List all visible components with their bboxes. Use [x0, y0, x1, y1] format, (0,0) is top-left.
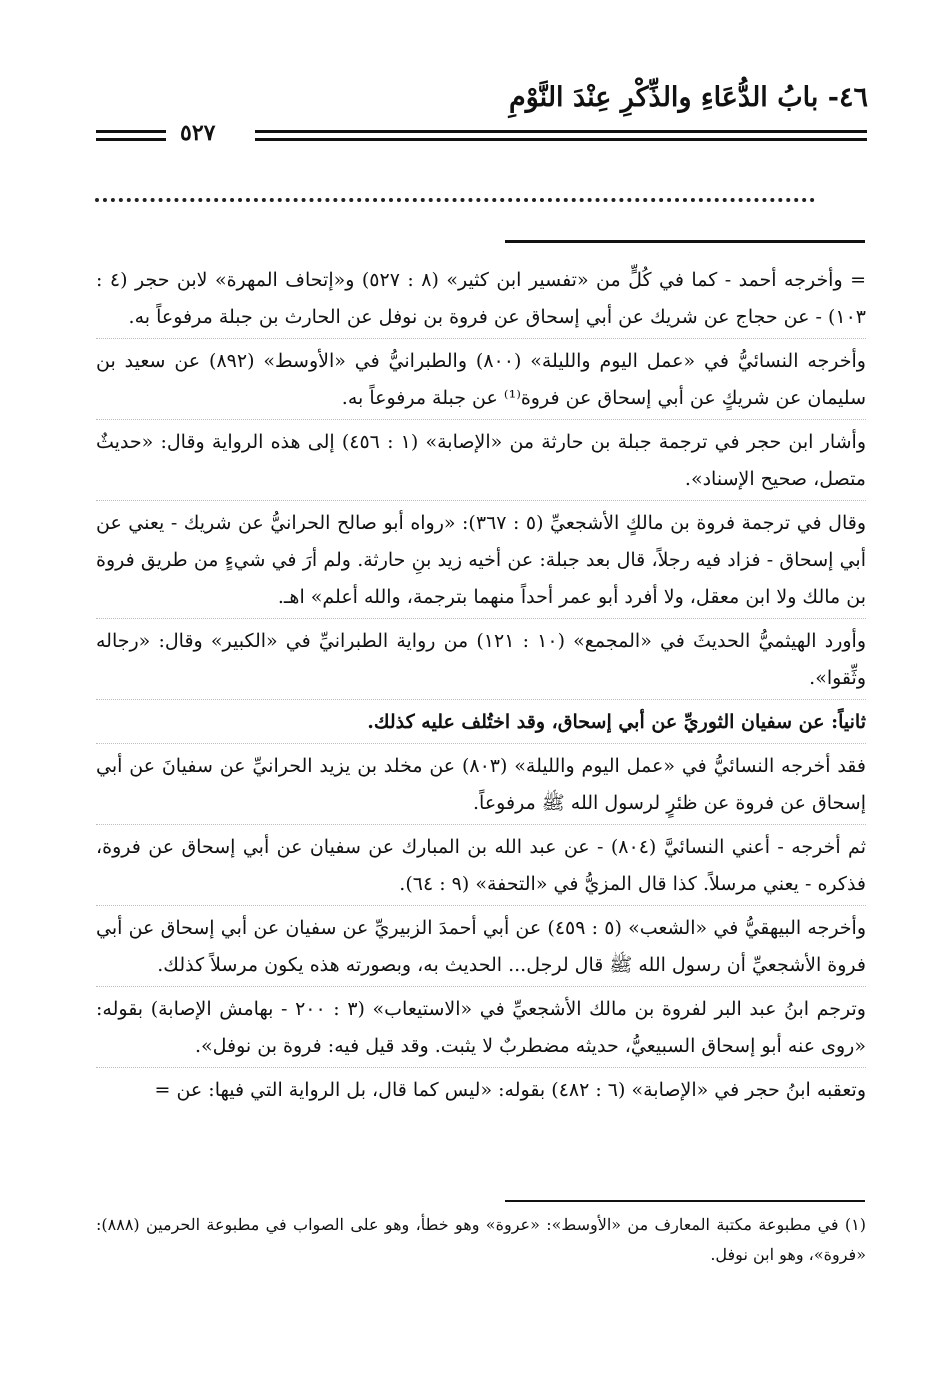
paragraph: وقال في ترجمة فروة بن مالكٍ الأشجعيِّ (٥ : ٣٦٧): «رواه أبو صالح الحرانيُّ عن شريك - يعني عن أبي إسحاق - فزاد فيه رجلاً، قال بعد جبلة: عن أخيه زيد بنِ حارثة. ولم أرَ في شيءٍ من طريق فروة بن مالك ولا ابن معقل، ولا أفرد أبو عمر أحداً منهما بترجمة، والله أعلم» اهـ.	[96, 505, 866, 619]
paragraph: وأورد الهيثميُّ الحديثَ في «المجمع» (١٠ : ١٢١) من رواية الطبرانيِّ في «الكبير» وقال: «رجاله وثِّقوا».	[96, 623, 866, 700]
page-number: ٥٢٧	[180, 120, 216, 146]
footnote-rule	[505, 1200, 865, 1202]
header-rule-right-top	[255, 130, 867, 133]
paragraph: وأخرجه البيهقيُّ في «الشعب» (٥ : ٤٥٩) عن أبي أحمدَ الزبيريِّ عن سفيان عن أبي إسحاق عن أبي فروة الأشجعيِّ أن رسول الله ﷺ قال لرجل... الحديث به، وبصورته هذه يكون مرسلاً كذلك.	[96, 910, 866, 987]
header-rule-left-bottom	[96, 138, 166, 141]
section-rule	[505, 240, 865, 243]
footnote: (١) في مطبوعة مكتبة المعارف من «الأوسط»: «عروة» وهو خطأ، وهو على الصواب في مطبوعة الحرمين (٨٨٨): «فروة»، وهو ابن نوفل.	[96, 1215, 866, 1264]
paragraph: وأخرجه النسائيُّ في «عمل اليوم والليلة» (٨٠٠) والطبرانيُّ في «الأوسط» (٨٩٢) عن سعيد بن سليمان عن شريكٍ عن أبي إسحاق عن فروة⁽¹⁾ عن جبلة مرفوعاً به.	[96, 343, 866, 420]
paragraph: وأشار ابن حجر في ترجمة جبلة بن حارثة من «الإصابة» (١ : ٤٥٦) إلى هذه الرواية وقال: «حديثٌ متصل، صحيح الإسناد».	[96, 424, 866, 501]
paragraph: = وأخرجه أحمد - كما في كُلٍّ من «تفسير ابن كثير» (٨ : ٥٢٧) و«إتحاف المهرة» لابن حجر (٤ : ١٠٣) - عن حجاج عن شريك عن أبي إسحاق عن فروة بن نوفل عن الحارث بن جبلة مرفوعاً به.	[96, 262, 866, 339]
dotted-separator	[95, 198, 815, 202]
header-rule-left-top	[96, 130, 166, 133]
main-text	[96, 262, 866, 1115]
paragraph: فقد أخرجه النسائيُّ في «عمل اليوم والليلة» (٨٠٣) عن مخلد بن يزيد الحرانيِّ عن سفيانَ عن أبي إسحاق عن فروة عن ظئرٍ لرسول الله ﷺ مرفوعاً.	[96, 748, 866, 825]
paragraph: وتعقبه ابنُ حجر في «الإصابة» (٦ : ٤٨٢) بقوله: «ليس كما قال، بل الرواية التي فيها: عن =	[154, 1079, 866, 1101]
paragraph: ثانياً: عن سفيان الثوريِّ عن أبي إسحاق، وقد اختُلف عليه كذلك.	[96, 704, 866, 744]
paragraph: ثم أخرجه - أعني النسائيَّ (٨٠٤) - عن عبد الله بن المبارك عن سفيان عن أبي إسحاق عن فروة، فذكره - يعني مرسلاً. كذا قال المزيُّ في «التحفة» (٩ : ٦٤).	[96, 829, 866, 906]
chapter-title: ٤٦- بابُ الدُّعَاءِ والذِّكْرِ عِنْدَ النَّوْمِ	[509, 82, 868, 113]
header-rule-right-bottom	[255, 138, 867, 141]
paragraph: وترجم ابنُ عبد البر لفروة بن مالك الأشجعيِّ في «الاستيعاب» (٣ : ٢٠٠ - بهامش الإصابة) بقوله: «روى عنه أبو إسحاق السبيعيُّ، حديثه مضطربٌ لا يثبت. وقد قيل فيه: فروة بن نوفل».	[96, 991, 866, 1068]
